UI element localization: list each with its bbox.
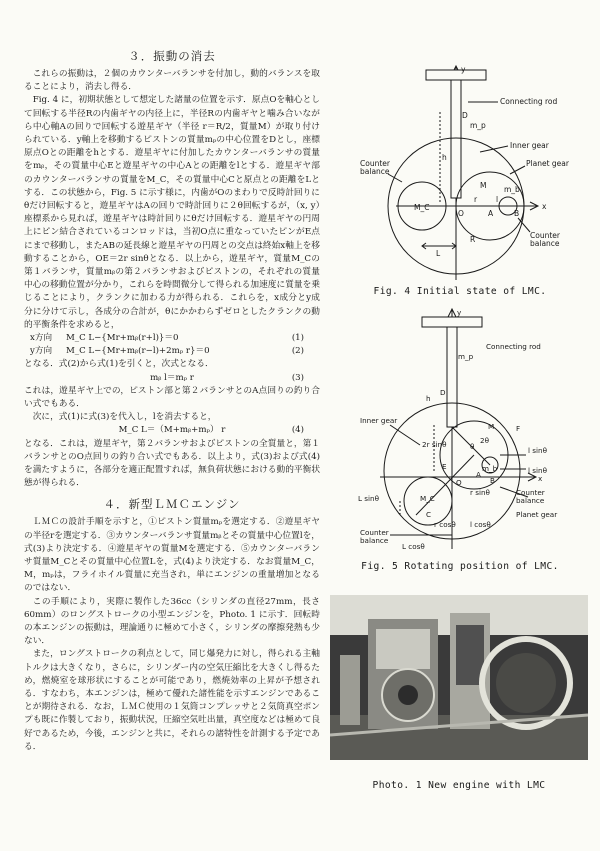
fig4-label-A: A (488, 209, 494, 218)
fig4-label-L: L (436, 249, 441, 258)
equation-3 (24, 372, 320, 385)
equation-2 (24, 345, 320, 358)
fig5-label-cb-left: Counter balance (360, 528, 389, 545)
fig4-connecting-rod (451, 80, 461, 198)
fig5-connecting-rod (447, 327, 457, 427)
photo-1-engine-image (330, 595, 588, 760)
fig5-label-h: h (426, 394, 431, 403)
fig4-label-Mc: M_C (414, 203, 430, 212)
eq1-direction-label: x方向 (30, 333, 53, 344)
fig5-label-l-sin2: l sinθ (528, 466, 547, 475)
photo-1 (330, 595, 588, 760)
section-3-mid-1: となる．式(2)から式(1)を引くと，次式となる． (24, 359, 214, 370)
eq4-number: (4) (291, 425, 304, 436)
figure-4 (330, 62, 590, 297)
fig4-label-D: D (462, 111, 468, 120)
left-column (24, 48, 320, 754)
fig4-piston-head (426, 70, 486, 80)
fig4-label-cb-left: Counter balance (360, 159, 390, 176)
fig5-label-L-cos: L cosθ (402, 542, 425, 551)
fig5-label-l-sin: l sinθ (528, 446, 547, 455)
fig4-label-R: R (470, 235, 476, 244)
fig5-label-l-cos: l cosθ (470, 520, 491, 529)
fig5-label-L-sin: L sinθ (358, 494, 379, 503)
fig4-label-B: B (514, 209, 520, 218)
fig5-label-conrod: Connecting rod (486, 342, 541, 351)
fig4-label-r: r (474, 195, 478, 204)
fig4-label-y: y (461, 65, 466, 74)
eq2-number: (2) (291, 346, 304, 357)
equation-4 (24, 424, 320, 437)
fig5-label-C: C (426, 510, 432, 519)
section-4-paragraph-3: また，ロングストロークの利点として，同じ爆発力に対し，得られる主軸トルクは大きくなり，さらに，シリンダー内の空気圧縮比を大きくし得るため，燃焼室を球形状にすることが可能であり，燃焼効率の上昇が予想される．すなわち，本エンジンは，極めて優れた諸性能を示すエンジンであることが期待される．なお，ＬＭＣ使用の１気筒コンプレッサと２気筒真空ポンプも既に作製しており，振動状況，圧縮空気吐出量，真空度などは極めて良好であるため，今後，エンジンと共に，それらの諸特性を計測する予定である． (24, 649, 320, 752)
fig5-label-E: E (442, 462, 447, 471)
fig4-label-O: O (458, 209, 464, 218)
section-3-mid-2: これは，遊星ギヤ上での，ピストン部と第２バランサとのA点回りの釣り合い式でもある． (24, 385, 320, 410)
figure-5-caption: Fig. 5 Rotating position of LMC. (361, 561, 559, 572)
eq1-number: (1) (291, 333, 304, 344)
eq2-direction-label: y方向 (30, 346, 53, 357)
fig4-label-cb-right: Counter balance (530, 231, 560, 248)
section-3-paragraph-1: これらの振動は，２個のカウンターバランサを付加し，動的バランスを取ることにより，消去し得る． (24, 69, 320, 93)
fig5-label-O: O (456, 478, 462, 487)
section-4 (24, 496, 320, 754)
section-3-paragraph-2: Fig. 4 に，初期状態として想定した諸量の位置を示す．原点Oを軸心として回転する半径Rの内歯ギヤの内径上に，半径Rの内歯ギヤと噛み合いながら中心軸Aの回りで回転する遊星ギヤ（半径 r＝R/2，質量M）が取り付けられている．y軸上を移動するピストンの質量mₚの中心位置をDとし，座標原点Oとの距離をhとする．遊星ギヤに付加したカウンターバランサの質量をmᵦ，その質量中心Eと遊星ギヤの中心Aとの距離をlとする．遊星ギヤ部のカウンターバランサの質量をM_C，その質量中心Cと原点との距離をLとする．この状態から，Fig. 5 に示す様に，内歯がOのまわりで反時計回りにθだけ回転すると，遊星ギヤはAの回りで時計回りに２θ回転するが，（x, y）座標系から見れば，遊星ギヤは時計回りにθだけ回転する．遊星ギヤの円周上にピン結合されているコンロッドは，当初O点に重なっていたピンがE点にまで移動し，またABの延長線と遊星ギヤの円周との交点は終始x軸上を移動することから，OE＝2r sinθとなる．以上から，遊星ギヤ，質量M_Cの第１バランサ，質量mᵦの第２バランサおよびピストンの，それぞれの質量中心の移動位置が分かり，これらを時間微分して得られる加速度に質量を乗じることにより，クランクに加わる力が得られる．これらを，x成分とy成分に分けて示し，各成分の合計が，θにかかわらずゼロとしたクランクの動的平衡条件を求めると， (24, 95, 320, 330)
section-3-tail: となる．これは，遊星ギヤ，第２バランサおよびピストンの全質量と，第１バランサとのO点回りの釣り合い式でもある．以上より，式(3)および式(4)を満たすように，各部分を適正配置すれば，無負荷状態における動的平衡状態が得られる． (24, 438, 320, 489)
fig4-label-conrod: Connecting rod (500, 97, 558, 106)
fig5-label-theta: θ (470, 442, 475, 451)
fig5-label-M: M (488, 422, 495, 431)
fig5-label-D: D (440, 388, 446, 397)
section-3-mid-3: 次に，式(1)に式(3)を代入し，lを消去すると， (32, 412, 217, 423)
section-4-paragraph-2: この手順により，実際に製作した36cc（シリンダの直径27mm，長さ60mm）のロングストロークの小型エンジンを，Photo. 1 に示す．回転時の本エンジンの振動は，理論通りに極めて小さく，シリンダの摩擦発熱も少ない． (24, 596, 320, 647)
section-4-paragraph-1: ＬＭＣの設計手順を示すと，①ピストン質量mₚを選定する．②遊星ギヤの半径rを選定する．③カウンターバランサ質量mᵦとその質量中心位置lを，式(3)より決定する．④遊星ギヤの質量Mを選定する．⑤カウンターバランサ質量M_Cとその質量中心位置Lを，式(4)より決定する．なお質量M_C，M，mₚは，フライホイル質量に充当され，単にエンジンの重量増加となるのではない． (24, 517, 320, 594)
eq1-body: M_C L−{Mr+mᵦ(r+l)}＝0 (66, 333, 179, 344)
fig5-label-two-theta: 2θ (480, 436, 489, 445)
fig4-label-mb: m_b (504, 185, 520, 194)
photo-1-caption: Photo. 1 New engine with LMC (372, 780, 546, 791)
eq2-body: M_C L−{Mr+mᵦ(r−l)+2mₚ r}＝0 (66, 346, 210, 357)
fig5-label-cb-right: Counter balance (516, 488, 545, 505)
figure-4-caption: Fig. 4 Initial state of LMC. (373, 286, 547, 297)
eq3-body: mᵦ l＝mₚ r (150, 372, 194, 383)
figure-5-diagram (330, 305, 590, 553)
figure-4-diagram (330, 62, 590, 282)
fig5-label-r-sin: r sinθ (470, 488, 490, 497)
fig5-label-inner: Inner gear (360, 416, 398, 425)
fig5-label-x: x (538, 474, 543, 483)
section-3-heading: ３．振動の消去 (128, 49, 216, 63)
figure-5 (330, 305, 590, 572)
fig5-label-B: B (490, 476, 495, 485)
fig4-label-x: x (542, 202, 547, 211)
fig4-label-inner: Inner gear (510, 141, 549, 150)
fig5-label-F: F (516, 424, 521, 433)
fig5-piston-head (422, 317, 482, 327)
eq3-number: (3) (291, 372, 304, 383)
fig5-label-planet: Planet gear (516, 510, 558, 519)
fig5-label-A: A (476, 470, 481, 479)
fig4-label-h: h (442, 153, 447, 162)
equation-1 (24, 332, 320, 345)
fig4-label-M: M (480, 181, 487, 190)
fig4-label-l: l (496, 195, 499, 204)
fig5-label-mp: m_p (458, 352, 474, 361)
eq4-body: M_C L＝（M+mᵦ+mₚ） r (118, 425, 226, 436)
fig5-label-r-cos: r cosθ (434, 520, 456, 529)
section-4-heading: ４．新型ＬＭＣエンジン (103, 497, 241, 512)
fig5-label-mb: m_b (482, 464, 498, 473)
fig5-label-y: y (457, 308, 462, 317)
fig5-label-Mc: M_C (420, 494, 435, 503)
fig4-label-planet: Planet gear (526, 159, 569, 168)
fig5-label-two-r-sin: 2r sinθ (422, 440, 447, 449)
fig4-label-mp: m_p (470, 121, 486, 130)
